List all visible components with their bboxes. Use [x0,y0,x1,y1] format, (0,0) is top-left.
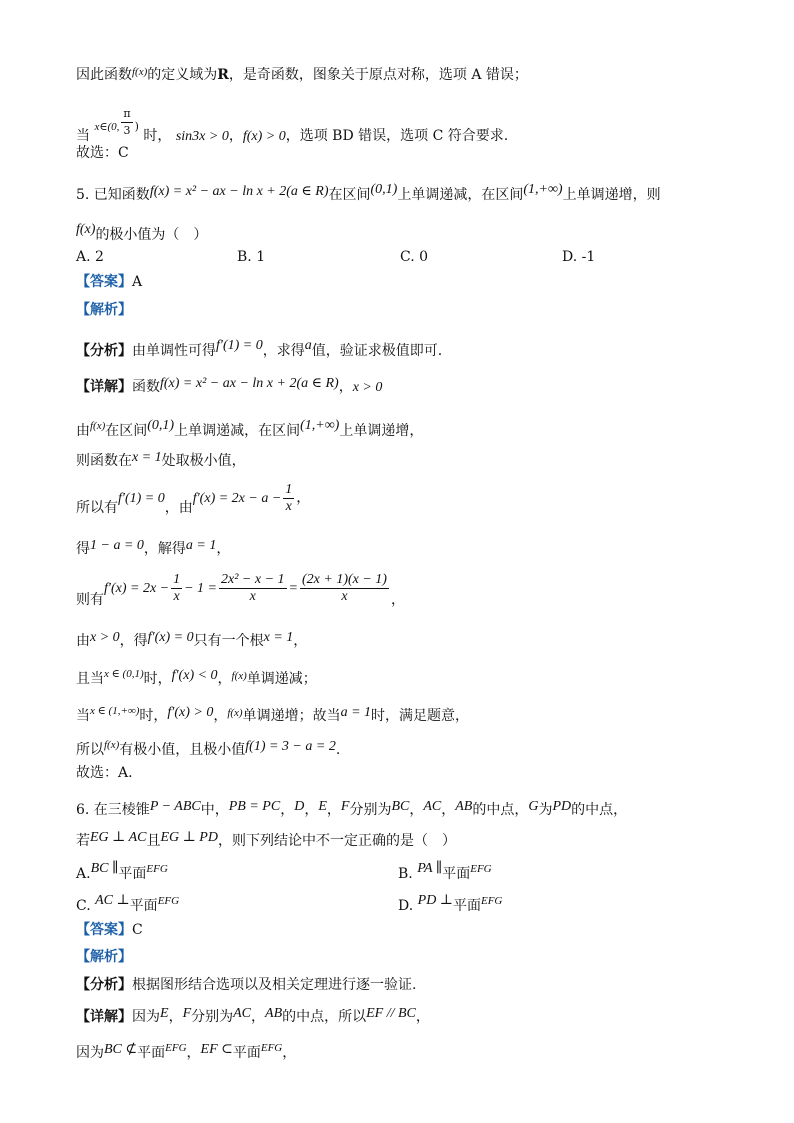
text: 所以 [76,742,104,758]
analysis-tag: 【解析】 [76,949,132,965]
text: 时，满足题意， [371,708,470,724]
detail-line [76,1038,296,1063]
text: ，由 [164,500,193,516]
fenxi-tag: 【分析】 [76,343,132,359]
detail-line [76,536,230,559]
math: AC ⊥ [95,893,130,908]
text: 中， [200,802,229,818]
fraction [283,482,294,515]
math: sin3x > 0 [175,129,229,144]
text: 当 [76,708,90,724]
text: 平面 [232,1045,261,1061]
detail-line [76,735,340,760]
math: f′(x) = 2x − a − [192,491,282,506]
math: BC ∥ [90,861,119,876]
text: 在区间 [105,423,148,439]
text: 平面 [452,898,481,914]
detail-line [76,664,317,689]
math: = [288,581,298,596]
question-6-stem-2 [76,828,456,851]
detail-line [76,374,382,398]
math: PA ∥ [417,861,443,876]
text: ， [186,1045,201,1061]
math: E [160,1006,169,1021]
denominator: 3 [123,124,131,137]
text: 为 [538,802,553,818]
math: AB [265,1006,283,1021]
detail-line [76,416,423,441]
text: ， [293,633,308,649]
text: 则有 [76,592,104,608]
numerator: π [121,106,132,123]
text: 的定义域为 [147,67,218,83]
fraction [300,572,389,605]
text: 则函数在 [76,453,132,469]
text: 所以有 [76,500,118,516]
numerator: 1 [285,481,293,497]
analysis-line [76,975,416,995]
option-c: C. 0 [400,249,429,265]
math: PD ⊥ [417,893,453,908]
text: 有极小值，且极小值 [119,742,246,758]
text: 平面 [129,898,158,914]
math: f(x) > 0 [242,129,286,144]
text: 在区间 [328,187,371,203]
text: ，选项 BD 错误，选项 C 符合要求. [285,128,509,144]
text: ，求得 [262,343,305,359]
detail-line [76,480,310,526]
numerator: 2x² − x − 1 [221,571,285,587]
text-line: 故选：C [76,145,129,161]
denominator: x [285,498,292,514]
text: 且当 [76,671,104,687]
math: G [528,799,539,814]
option-label: D. [398,898,414,914]
text: 的极小值为（ ） [95,227,208,243]
math: x = 1 [263,630,294,645]
text: 上单调递增， [339,423,424,439]
math: (1,+∞) [300,418,340,433]
text: 的中点， [571,802,628,818]
math: ) [134,120,139,133]
math: EFG [260,1042,283,1054]
analysis-tag: 【解析】 [76,302,132,318]
text: 的中点， [472,802,529,818]
math: − 1 = [184,581,218,596]
math: E [318,799,327,814]
math: PB = PC [228,799,281,814]
text: 5. 已知函数 [76,187,150,203]
math: f(x) [104,739,120,751]
answer-tag: 【答案】 [76,274,132,290]
denominator: x [249,588,256,604]
text: ，得 [119,633,148,649]
text: ， [168,1009,183,1025]
math: f′(x) > 0 [167,705,214,720]
detail-line [76,1004,430,1027]
analysis-line [76,336,442,361]
text: 平面 [137,1045,166,1061]
detail-line [76,568,405,620]
math: EFG [470,863,492,875]
text: 且 [146,833,161,849]
math: a = 1 [185,538,217,553]
math: (0,1) [370,182,398,197]
text: 由 [76,423,90,439]
text: 6. 在三棱锥 [76,802,150,818]
math: f′(x) = 2x − [104,581,170,596]
text: ， [296,490,311,506]
math: EFG [480,895,503,907]
answer-tag: 【答案】 [76,922,132,938]
text: ，是奇函数，图象关于原点对称，选项 A 错误； [228,67,528,83]
text: ，解得 [143,541,186,557]
math: f(x) [132,66,148,78]
option-d: D. -1 [562,249,596,265]
text: 处取极小值， [161,453,246,469]
text: . [335,742,341,758]
math: f′(1) = 0 [118,491,165,506]
math: x = 1 [132,450,162,465]
text: 当 [76,128,90,144]
text: ， [338,379,353,395]
math: f(x) = x² − ax − ln x + 2(a ∈ R) [149,184,329,199]
text: 平面 [442,866,471,882]
math: f′(1) = 0 [216,338,263,353]
text: 时， [143,671,172,687]
text-line [76,106,508,155]
text: ， [409,802,424,818]
text: ， [213,708,228,724]
math: F [182,1006,192,1021]
text: ， [280,802,295,818]
text: 上单调递减，在区间 [397,187,524,203]
option-label: C. [76,898,91,914]
text-line: 故选：A. [76,765,133,781]
fraction [219,572,287,605]
text: 上单调递减，在区间 [174,423,301,439]
option-a: A. 2 [76,249,104,265]
fenxi-tag: 【分析】 [76,977,132,993]
text: ， [251,1009,266,1025]
question-6-stem [76,797,627,820]
text: 单调递增；故当 [242,708,341,724]
math: AC [233,1006,252,1021]
detail-line [76,701,469,726]
answer-line [76,920,143,940]
math: f′(x) < 0 [171,668,218,683]
text: 分别为 [191,1009,234,1025]
option-d [398,892,502,915]
text: ， [390,592,405,608]
answer-line [76,272,142,292]
denominator: x [341,588,348,604]
math: PD [552,799,572,814]
math: BC ⊄ [104,1042,138,1057]
math: f(x) = x² − ax − ln x + 2(a ∈ R) [160,376,339,391]
math: EFG [165,1042,187,1054]
analysis-header [76,300,132,320]
math: f(1) = 3 − a = 2 [245,739,336,754]
math: a = 1 [340,705,372,720]
xiangjie-tag: 【详解】 [76,379,132,395]
text: 值，验证求极值即可. [311,343,443,359]
fraction [171,572,182,605]
math: 1 − a = 0 [90,538,144,553]
math: x > 0 [90,630,120,645]
option-label: A. [76,866,91,882]
math-R: R [217,67,229,83]
text: 函数 [132,379,160,395]
math: BC [391,799,410,814]
math: f′(x) = 0 [147,630,194,645]
text: 只有一个根 [193,633,264,649]
text: ， [282,1045,297,1061]
text: ， [228,128,243,144]
option-a [76,860,168,883]
math: EFG [146,863,168,875]
math: AB [455,799,473,814]
question-5-stem [76,180,661,205]
text: ，则下列结论中不一定正确的是（ ） [217,833,456,849]
math: EFG [157,895,180,907]
math: (1,+∞) [523,182,563,197]
math: P − ABC [149,799,201,814]
math: f(x) [76,222,96,237]
math: f(x) [231,670,247,682]
text: 平面 [118,866,147,882]
xiangjie-tag: 【详解】 [76,1009,132,1025]
answer-value: A [132,274,143,290]
text: ， [216,541,231,557]
option-b: B. 1 [237,249,266,265]
math: x ∈ (0,1) [104,668,144,680]
math: AC [423,799,442,814]
math: (0,1) [147,418,175,433]
answer-value: C [132,922,143,938]
text: ， [441,802,456,818]
math: f(x) [227,707,243,719]
text: ， [326,802,341,818]
math: a [304,338,312,353]
math: f(x) [90,420,106,432]
fraction [121,106,132,139]
text-line [76,62,528,85]
text: 的中点，所以 [282,1009,367,1025]
math: EG ⊥ AC [90,830,147,845]
detail-line [76,448,246,471]
math: D [294,799,305,814]
math: EG ⊥ PD [160,830,218,845]
text: 由 [76,633,90,649]
text: 得 [76,541,90,557]
option-b [398,860,492,883]
question-5-stem-2 [76,220,207,245]
numerator: 1 [173,571,181,587]
text: ， [304,802,319,818]
text: 分别为 [349,802,392,818]
text: 时， [143,128,172,144]
numerator: (2x + 1)(x − 1) [302,571,387,587]
text: ， [217,671,232,687]
text: ， [415,1009,430,1025]
option-c [76,892,179,915]
detail-line [76,628,307,651]
text: 上单调递增，则 [562,187,661,203]
text: 因为 [76,1045,104,1061]
denominator: x [173,588,180,604]
math: x ∈ (1,+∞) [90,705,140,717]
text: 若 [76,833,90,849]
math: EF // BC [366,1006,416,1021]
text: 因为 [132,1009,160,1025]
math: x > 0 [352,380,383,395]
text: 因此函数 [76,67,132,83]
math: EF ⊂ [200,1042,233,1057]
math: x∈(0, [94,121,120,133]
math: F [340,799,350,814]
analysis-header [76,947,132,967]
text: 由单调性可得 [132,343,216,359]
text: 根据图形结合选项以及相关定理进行逐一验证. [132,977,417,993]
text: 单调递减； [246,671,317,687]
option-label: B. [398,866,413,882]
text: 时， [139,708,168,724]
